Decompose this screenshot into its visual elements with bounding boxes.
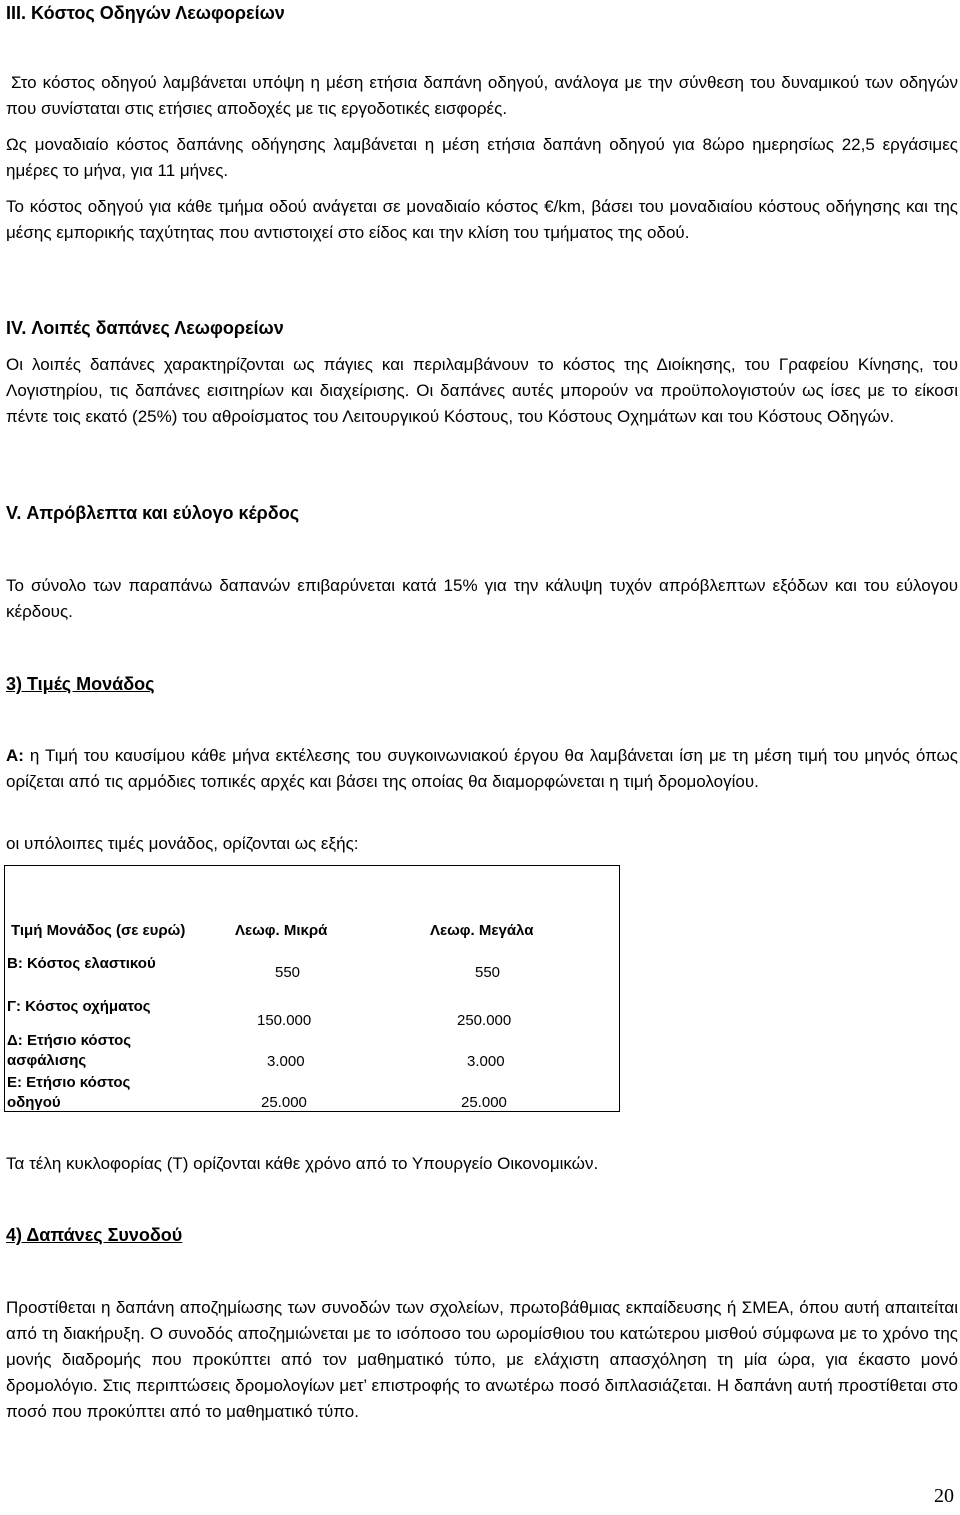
table-header-large-buses: Λεωφ. Μεγάλα xyxy=(430,922,534,939)
table-header-label: Τιμή Μονάδος (σε ευρώ) xyxy=(11,922,186,939)
table-cell-small: 3.000 xyxy=(267,1053,305,1070)
prices-paragraph-2: οι υπόλοιπες τιμές μονάδος, ορίζονται ως εξής: xyxy=(6,834,359,853)
table-cell-large: 25.000 xyxy=(461,1094,507,1111)
table-row-label: Γ: Κόστος οχήματος xyxy=(7,998,151,1015)
section-3-paragraph-1: Στο κόστος οδηγού λαμβάνεται υπόψη η μέση ετήσια δαπάνη οδηγού, ανάλογα με την σύνθεση του δυναμικού των οδηγών που συνίσταται στις ετήσιες αποδοχές με τις εργοδοτικές εισφορές. xyxy=(6,73,958,118)
escort-paragraph-1: Προστίθεται η δαπάνη αποζημίωσης των συνοδών των σχολείων, πρωτοβάθμιας εκπαίδευσης ή ΣΜΕΑ, όπου αυτή απαιτείται από τη διακήρυξη. Ο συνοδός αποζημιώνεται με το ισόποσο του ωρομίσθιου του κατώτερου μισθού σύμφωνα με το χρόνο της μονής διαδρομής που προκύπτει από τον μαθηματικό τύπο, με ελάχιστη απασχόληση τη μία ώρα, για έκαστο μονό δρομολόγιο. Στις περιπτώσεις δρομολογίων μετ’ επιστροφής το ανωτέρω ποσό διπλασιάζεται. Η δαπάνη αυτή προστίθεται στο ποσό που προκύπτει από το μαθηματικό τύπο. xyxy=(6,1298,958,1421)
prices-paragraph-1 xyxy=(6,743,958,795)
section-3-title: III. Κόστος Οδηγών Λεωφορείων xyxy=(6,3,285,23)
table-row-label: Δ: Ετήσιο κόστος ασφάλισης xyxy=(7,1032,132,1069)
escort-title: 4) Δαπάνες Συνοδού xyxy=(6,1225,183,1245)
table-header-small-buses: Λεωφ. Μικρά xyxy=(235,922,328,939)
section-3-paragraph-2: Ως μοναδιαίο κόστος δαπάνης οδήγησης λαμβάνεται η μέση ετήσια δαπάνη οδηγού για 8ώρο ημερησίως 22,5 εργάσιμες ημέρες το μήνα, για 11 μήνες. xyxy=(6,135,958,180)
page-number: 20 xyxy=(934,1485,954,1507)
unit-price-table xyxy=(4,865,620,1112)
table-cell-small: 150.000 xyxy=(257,1012,312,1029)
table-cell-large: 550 xyxy=(475,964,501,981)
section-5-title: V. Απρόβλεπτα και εύλογο κέρδος xyxy=(6,503,300,523)
table-row-label: Β: Κόστος ελαστικού xyxy=(7,955,156,972)
prices-paragraph-3: Τα τέλη κυκλοφορίας (Τ) ορίζονται κάθε χρόνο από το Υπουργείο Οικονομικών. xyxy=(6,1154,599,1173)
table-row-label: Ε: Ετήσιο κόστος οδηγού xyxy=(7,1074,131,1111)
prices-title: 3) Τιμές Μονάδος xyxy=(6,674,155,694)
table-cell-small: 25.000 xyxy=(261,1094,307,1111)
section-5-paragraph-1: Το σύνολο των παραπάνω δαπανών επιβαρύνεται κατά 15% για την κάλυψη τυχόν απρόβλεπτων εξόδων και του εύλογου κέρδους. xyxy=(6,576,958,621)
section-3-paragraph-3: Το κόστος οδηγού για κάθε τμήμα οδού ανάγεται σε μοναδιαίο κόστος €/km, βάσει του μοναδιαίου κόστους οδήγησης και της μέσης εμπορικής ταχύτητας που αντιστοιχεί στο είδος και την κλίση του τμήματος της οδού. xyxy=(6,197,958,242)
prices-paragraph-1-body: η Τιμή του καυσίμου κάθε μήνα εκτέλεσης του συγκοινωνιακού έργου θα λαμβάνεται ίση με τη μέση τιμή του μηνός όπως ορίζεται από τις αρμόδιες τοπικές αρχές και βάσει της οποίας θα διαμορφώνεται η τιμή δρομολογίου. xyxy=(6,746,958,791)
section-4-paragraph-1: Οι λοιπές δαπάνες χαρακτηρίζονται ως πάγιες και περιλαμβάνουν το κόστος της Διοίκησης, του Γραφείου Κίνησης, του Λογιστηρίου, τις δαπάνες εισιτηρίων και διαχείρισης. Οι δαπάνες αυτές μπορούν να προϋπολογιστούν ως ίσες με το είκοσι πέντε τοις εκατό (25%) του αθροίσματος του Λειτουργικού Κόστους, του Κόστους Οχημάτων και του Κόστους Οδηγών. xyxy=(6,355,958,426)
prices-paragraph-1-lead: Α: xyxy=(6,746,24,765)
table-cell-large: 3.000 xyxy=(467,1053,505,1070)
section-4-title: IV. Λοιπές δαπάνες Λεωφορείων xyxy=(6,318,284,338)
table-cell-small: 550 xyxy=(275,964,301,981)
table-cell-large: 250.000 xyxy=(457,1012,512,1029)
